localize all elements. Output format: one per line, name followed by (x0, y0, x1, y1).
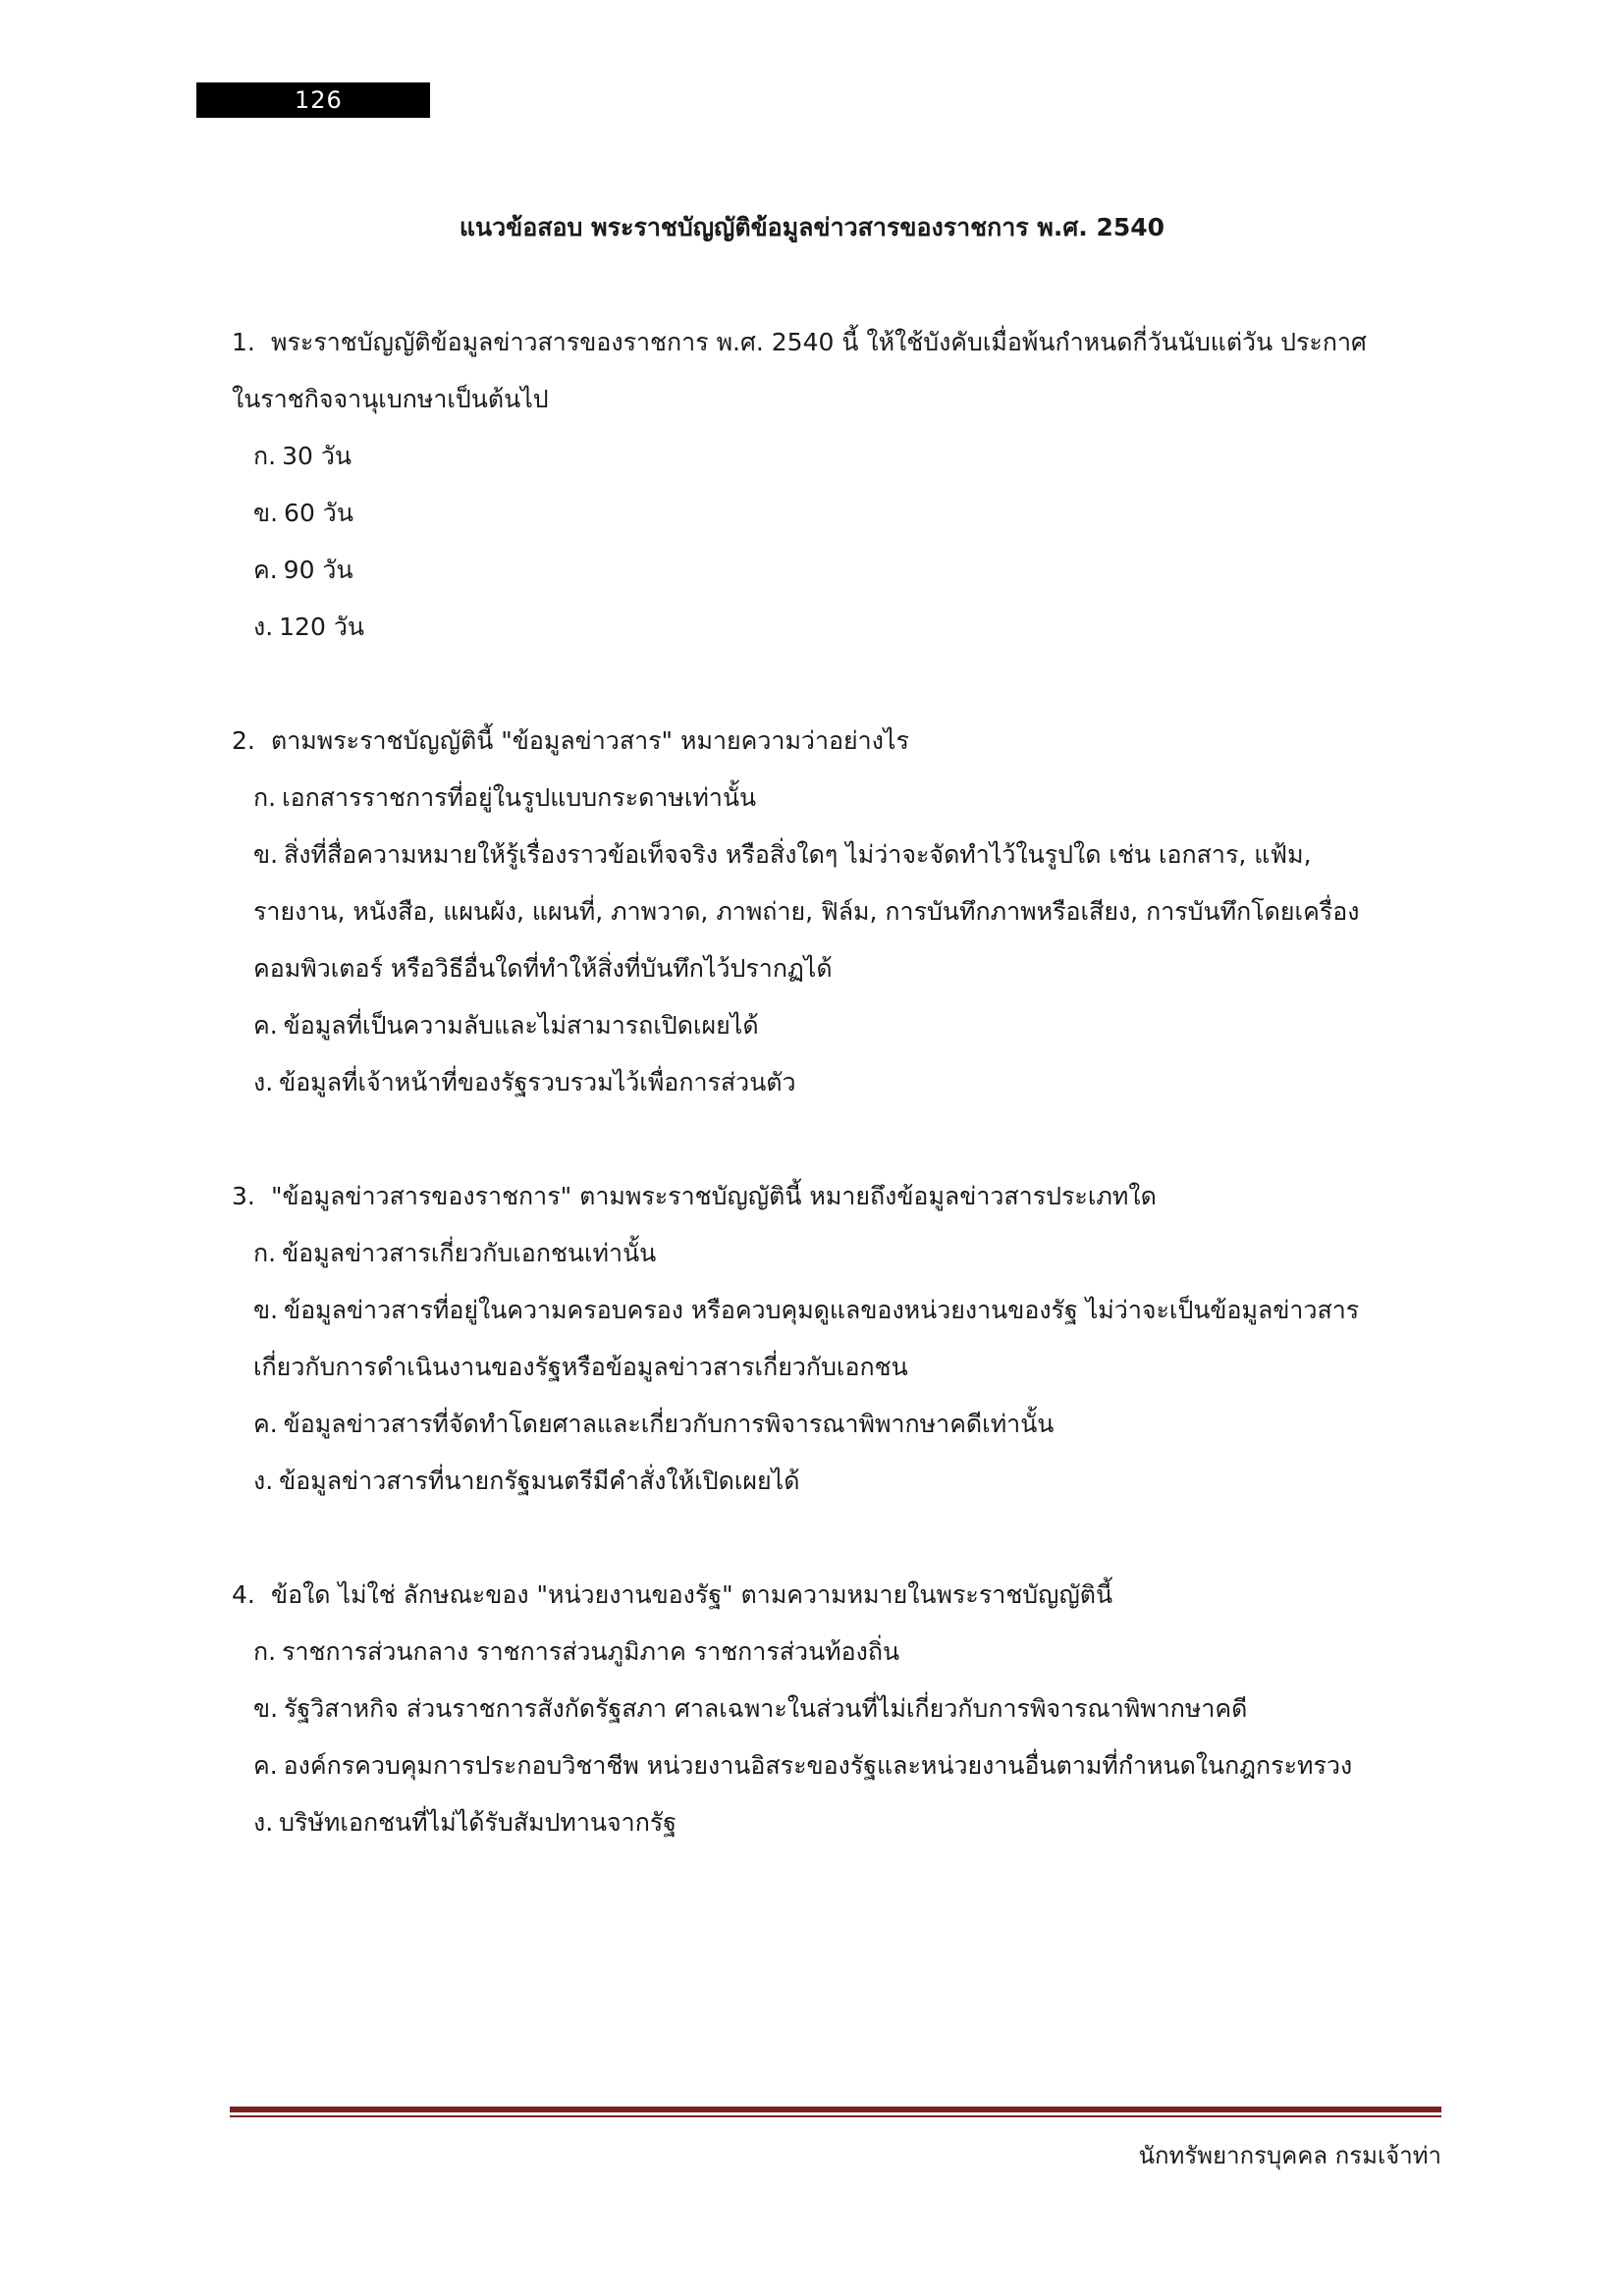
choice (232, 428, 1380, 485)
choice (232, 599, 1380, 656)
footer-text: นักทรัพยากรบุคคล กรมเจ้าท่า (1138, 2142, 1441, 2169)
question-number: 1. (232, 328, 255, 356)
choice (232, 770, 1380, 827)
choice-label: ง. (253, 1808, 274, 1837)
question-3 (232, 1168, 1380, 1510)
choice-text: ข้อมูลที่เป็นความลับและไม่สามารถเปิดเผยได้ (283, 1011, 759, 1040)
choice-text: เอกสารราชการที่อยู่ในรูปแบบกระดาษเท่านั้น (282, 783, 757, 812)
question-number: 4. (232, 1580, 255, 1609)
choice-label: ง. (253, 1467, 274, 1495)
question-1 (232, 314, 1380, 656)
question-list (232, 314, 1380, 1908)
choice (232, 1794, 1380, 1851)
choice-label: ก. (253, 442, 277, 470)
choice-text: สิ่งที่สื่อความหมายให้รู้เรื่องราวข้อเท็จจริง หรือสิ่งใดๆ ไม่ว่าจะจัดทำไว้ในรูปใด เช่น เอกสาร, แฟ้ม, รายงาน, หนังสือ, แผนผัง, แผนที่, ภาพวาด, ภาพถ่าย, ฟิล์ม, การบันทึกภาพหรือเสียง, การบันทึกโดยเครื่องคอมพิวเตอร์ หรือวิธีอื่นใดที่ทำให้สิ่งที่บันทึกไว้ปรากฏได้ (253, 840, 1360, 983)
choice-text: ข้อมูลข่าวสารที่นายกรัฐมนตรีมีคำสั่งให้เปิดเผยได้ (279, 1467, 800, 1495)
choice-label: ง. (253, 1068, 274, 1096)
choice-label: ค. (253, 556, 278, 584)
choice (232, 542, 1380, 599)
page-number: 126 (295, 86, 343, 114)
question-body: "ข้อมูลข่าวสารของราชการ" ตามพระราชบัญญัตินี้ หมายถึงข้อมูลข่าวสารประเภทใด (271, 1182, 1157, 1210)
choice (232, 1396, 1380, 1453)
choice-text: ข้อมูลข่าวสารเกี่ยวกับเอกชนเท่านั้น (282, 1239, 657, 1267)
choice (232, 1282, 1380, 1396)
choice-label: ค. (253, 1751, 278, 1780)
choice-label: ข. (253, 499, 279, 527)
choice-label: ง. (253, 613, 274, 641)
choice-text: 30 วัน (282, 442, 352, 470)
choice-label: ก. (253, 1239, 277, 1267)
choice-text: รัฐวิสาหกิจ ส่วนราชการสังกัดรัฐสภา ศาลเฉพาะในส่วนที่ไม่เกี่ยวกับการพิจารณาพิพากษาคดี (284, 1694, 1248, 1723)
choice-text: ราชการส่วนกลาง ราชการส่วนภูมิภาค ราชการส่วนท้องถิ่น (282, 1637, 900, 1666)
choice (232, 1054, 1380, 1111)
footer-divider-thin (230, 2115, 1441, 2117)
page-title: แนวข้อสอบ พระราชบัญญัติข้อมูลข่าวสารของราชการ พ.ศ. 2540 (459, 213, 1165, 241)
question-body: พระราชบัญญัติข้อมูลข่าวสารของราชการ พ.ศ. 2540 นี้ ให้ใช้บังคับเมื่อพ้นกำหนดกี่วันนับแต่วัน ประกาศในราชกิจจานุเบกษาเป็นต้นไป (232, 328, 1367, 413)
choice-label: ก. (253, 1637, 277, 1666)
choice (232, 1681, 1380, 1737)
page-number-tab (196, 82, 430, 118)
question-text (232, 1567, 1380, 1624)
choice (232, 997, 1380, 1054)
question-number: 3. (232, 1182, 255, 1210)
question-number: 2. (232, 726, 255, 755)
choice (232, 1624, 1380, 1681)
choice-label: ค. (253, 1410, 278, 1438)
choice-label: ค. (253, 1011, 278, 1040)
choice-text: ข้อมูลข่าวสารที่อยู่ในความครอบครอง หรือควบคุมดูแลของหน่วยงานของรัฐ ไม่ว่าจะเป็นข้อมูลข่าวสารเกี่ยวกับการดำเนินงานของรัฐหรือข้อมูลข่าวสารเกี่ยวกับเอกชน (253, 1296, 1360, 1381)
choice-text: 90 วัน (283, 556, 353, 584)
question-2 (232, 713, 1380, 1111)
choice-text: 60 วัน (284, 499, 353, 527)
question-text (232, 1168, 1380, 1225)
question-body: ตามพระราชบัญญัตินี้ "ข้อมูลข่าวสาร" หมายความว่าอย่างไร (271, 726, 909, 755)
choice-label: ข. (253, 1296, 279, 1324)
choice (232, 1737, 1380, 1794)
choice-text: ข้อมูลข่าวสารที่จัดทำโดยศาลและเกี่ยวกับการพิจารณาพิพากษาคดีเท่านั้น (283, 1410, 1055, 1438)
question-text (232, 713, 1380, 770)
choice-text: บริษัทเอกชนที่ไม่ได้รับสัมปทานจากรัฐ (279, 1808, 677, 1837)
question-4 (232, 1567, 1380, 1851)
footer-divider (230, 2107, 1441, 2112)
choice-label: ก. (253, 783, 277, 812)
choice-text: องค์กรควบคุมการประกอบวิชาชีพ หน่วยงานอิสระของรัฐและหน่วยงานอื่นตามที่กำหนดในกฎกระทรวง (283, 1751, 1353, 1780)
choice (232, 1453, 1380, 1510)
choice-label: ข. (253, 1694, 279, 1723)
choice-text: 120 วัน (279, 613, 364, 641)
question-text (232, 314, 1380, 428)
choice (232, 827, 1380, 997)
choice (232, 485, 1380, 542)
question-body: ข้อใด ไม่ใช่ ลักษณะของ "หน่วยงานของรัฐ" ตามความหมายในพระราชบัญญัตินี้ (271, 1580, 1113, 1609)
choice-text: ข้อมูลที่เจ้าหน้าที่ของรัฐรวบรวมไว้เพื่อการส่วนตัว (279, 1068, 796, 1096)
choice (232, 1225, 1380, 1282)
choice-label: ข. (253, 840, 279, 869)
